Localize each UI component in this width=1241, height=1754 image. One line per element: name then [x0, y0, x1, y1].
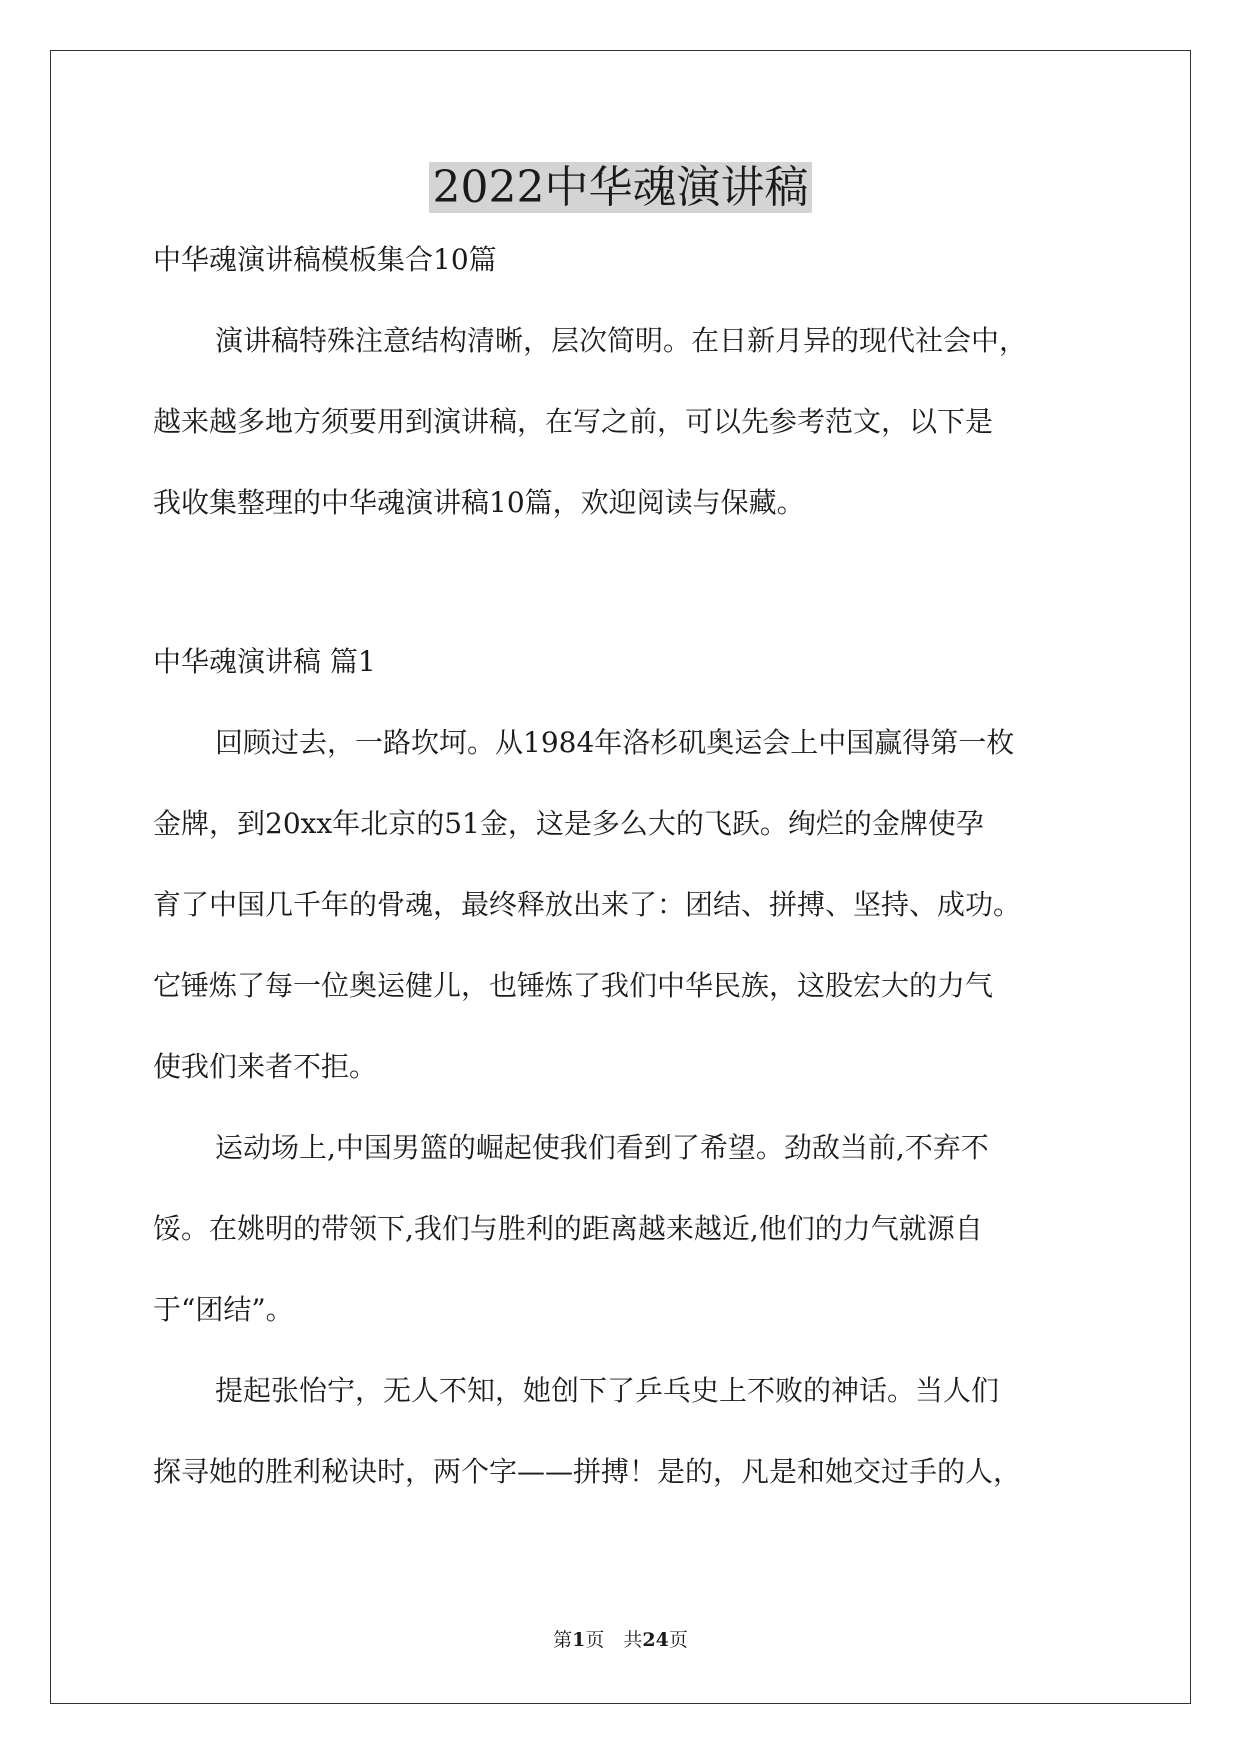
paragraph-line: 使我们来者不拒。: [153, 1050, 378, 1083]
subtitle-line: 中华魂演讲稿模板集合10篇: [153, 243, 497, 276]
document-body: [153, 238, 1093, 1531]
paragraph-line: 它锤炼了每一位奥运健儿，也锤炼了我们中华民族，这股宏大的力气: [153, 969, 994, 1002]
document-title: [0, 160, 1241, 216]
page-prefix: 第: [553, 1629, 573, 1651]
paragraph-line: 越来越多地方须要用到演讲稿，在写之前，可以先参考范文，以下是: [153, 405, 994, 438]
paragraph-line: 我收集整理的中华魂演讲稿10篇，欢迎阅读与保藏。: [153, 486, 805, 519]
document-title-text: 2022中华魂演讲稿: [429, 162, 813, 213]
section-gap: [153, 562, 1093, 640]
total-page-count: 24: [642, 1629, 669, 1651]
page-suffix: 页: [668, 1629, 688, 1651]
paragraph-line: 育了中国几千年的骨魂，最终释放出来了：团结、拼搏、坚持、成功。: [153, 888, 1022, 921]
paragraph-line: 回顾过去，一路坎坷。从1984年洛杉矶奥运会上中国赢得第一枚: [215, 726, 1015, 759]
paragraph-line: 于“团结”。: [153, 1293, 294, 1326]
section-heading: 中华魂演讲稿 篇1: [153, 645, 376, 678]
paragraph-line: 探寻她的胜利秘诀时，两个字——拼搏！是的，凡是和她交过手的人，: [153, 1455, 1022, 1488]
page-number-footer: [0, 1628, 1241, 1652]
paragraph-line: 金牌，到20xx年北京的51金，这是多么大的飞跃。绚烂的金牌使孕: [153, 807, 984, 840]
page-mid-text: 页 共: [585, 1629, 643, 1651]
paragraph-line: 运动场上,中国男篮的崛起使我们看到了希望。劲敌当前,不弃不: [215, 1131, 989, 1164]
paragraph-line: 提起张怡宁，无人不知，她创下了乒乓史上不败的神话。当人们: [215, 1374, 1000, 1407]
paragraph-line: 演讲稿特殊注意结构清晰，层次简明。在日新月异的现代社会中，: [215, 324, 1028, 357]
current-page-number: 1: [572, 1629, 586, 1651]
paragraph-line: 馁。在姚明的带领下,我们与胜利的距离越来越近,他们的力气就源自: [153, 1212, 983, 1245]
